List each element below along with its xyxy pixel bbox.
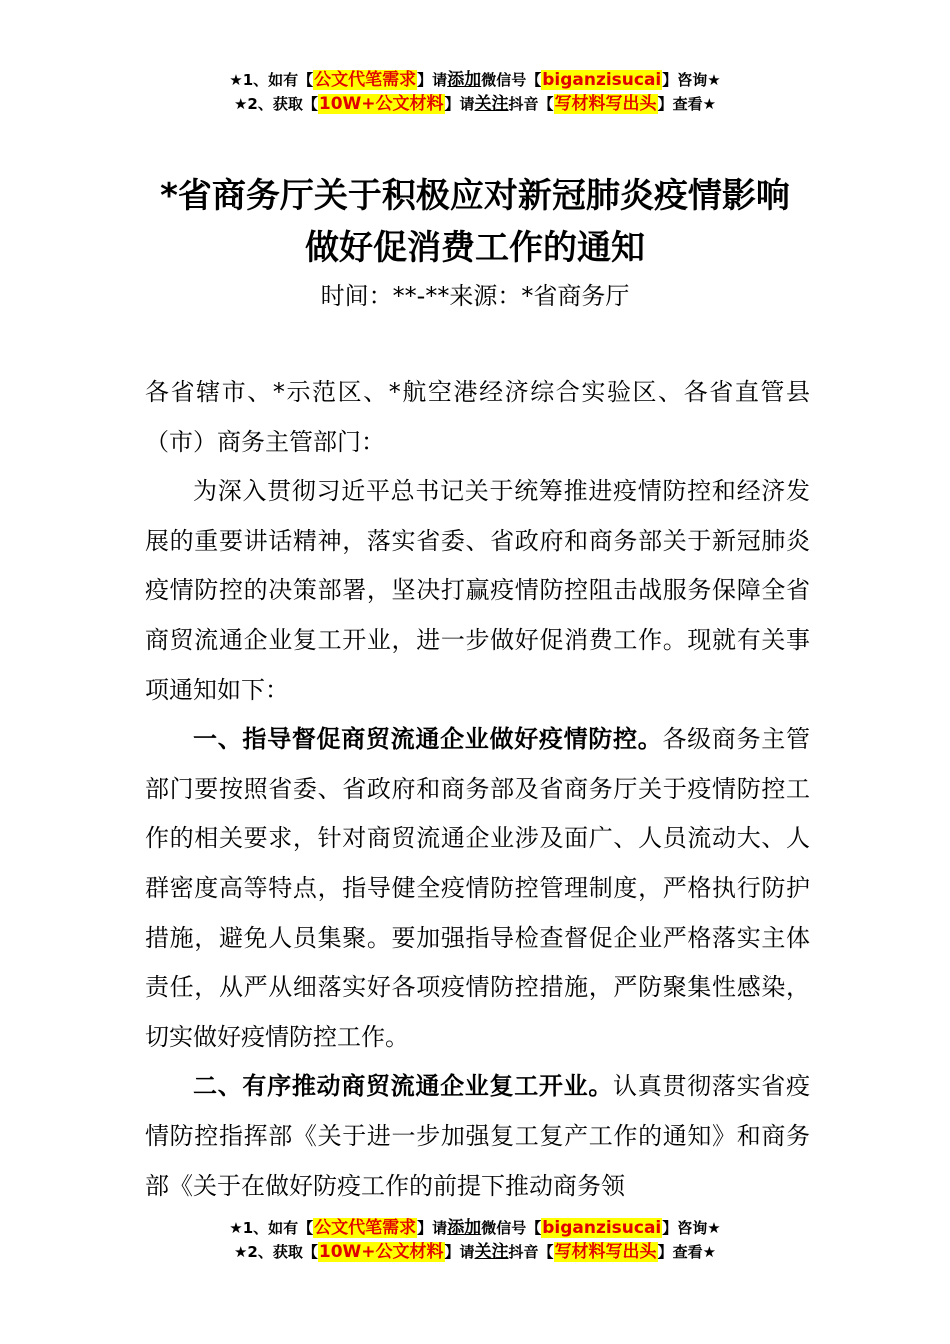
footer-highlight-wechat-id: biganzisucai — [542, 1218, 662, 1238]
footer-highlight-ghostwriting: 公文代笔需求 — [314, 1218, 417, 1238]
document-body — [145, 368, 810, 1211]
highlight-douyin: 写材料写出头 — [554, 94, 657, 114]
section-1-body: 各级商务主管部门要按照省委、省政府和商务部及省商务厅关于疫情防控工作的相关要求，针对商贸流通企业涉及面广、人员流动大、人群密度高等特点，指导健全疫情防控管理制度，严格执行防护措施，避免人员集聚。要加强指导检查督促企业严格落实主体责任，从严从细落实好各项疫情防控措施，严防聚集性感染，切实做好疫情防控工作。 — [145, 725, 811, 1051]
footer-banner-line-2: ★2、获取【10W+公文材料】请关注抖音【写材料写出头】查看★ — [233, 1242, 717, 1262]
highlight-ghostwriting: 公文代笔需求 — [314, 70, 417, 90]
document-meta: 时间：**-**来源：*省商务厅 — [320, 282, 630, 310]
salutation: 各省辖市、*示范区、*航空港经济综合实验区、各省直管县（市）商务主管部门： — [145, 378, 810, 456]
title-line-2: 做好促消费工作的通知 — [305, 228, 645, 268]
section-2 — [145, 1062, 810, 1211]
footer-highlight-douyin: 写材料写出头 — [554, 1242, 657, 1262]
footer-banner — [0, 1216, 950, 1264]
section-1-heading: 一、指导督促商贸流通企业做好疫情防控。 — [193, 725, 663, 754]
footer-highlight-materials: 10W+公文材料 — [318, 1242, 444, 1262]
section-1 — [145, 715, 810, 1062]
section-2-heading: 二、有序推动商贸流通企业复工开业。 — [193, 1072, 614, 1101]
document-title — [0, 170, 950, 274]
highlight-wechat-id: biganzisucai — [542, 70, 662, 90]
banner-line-2: ★2、获取【10W+公文材料】请关注抖音【写材料写出头】查看★ — [233, 94, 717, 114]
header-banner — [0, 68, 950, 116]
intro-paragraph: 为深入贯彻习近平总书记关于统筹推进疫情防控和经济发展的重要讲话精神，落实省委、省政府和商务部关于新冠肺炎疫情防控的决策部署，坚决打赢疫情防控阻击战服务保障全省商贸流通企业复工开业，进一步做好促消费工作。现就有关事项通知如下： — [145, 477, 810, 704]
highlight-materials: 10W+公文材料 — [318, 94, 444, 114]
banner-line-1: ★1、如有【公文代笔需求】请添加微信号【biganzisucai】咨询★ — [229, 70, 721, 90]
footer-banner-line-1: ★1、如有【公文代笔需求】请添加微信号【biganzisucai】咨询★ — [229, 1218, 721, 1238]
title-line-1: *省商务厅关于积极应对新冠肺炎疫情影响 — [160, 176, 790, 216]
section-2-body: 认真贯彻落实省疫情防控指挥部《关于进一步加强复工复产工作的通知》和商务部《关于在做好防疫工作的前提下推动商务领 — [145, 1072, 811, 1200]
